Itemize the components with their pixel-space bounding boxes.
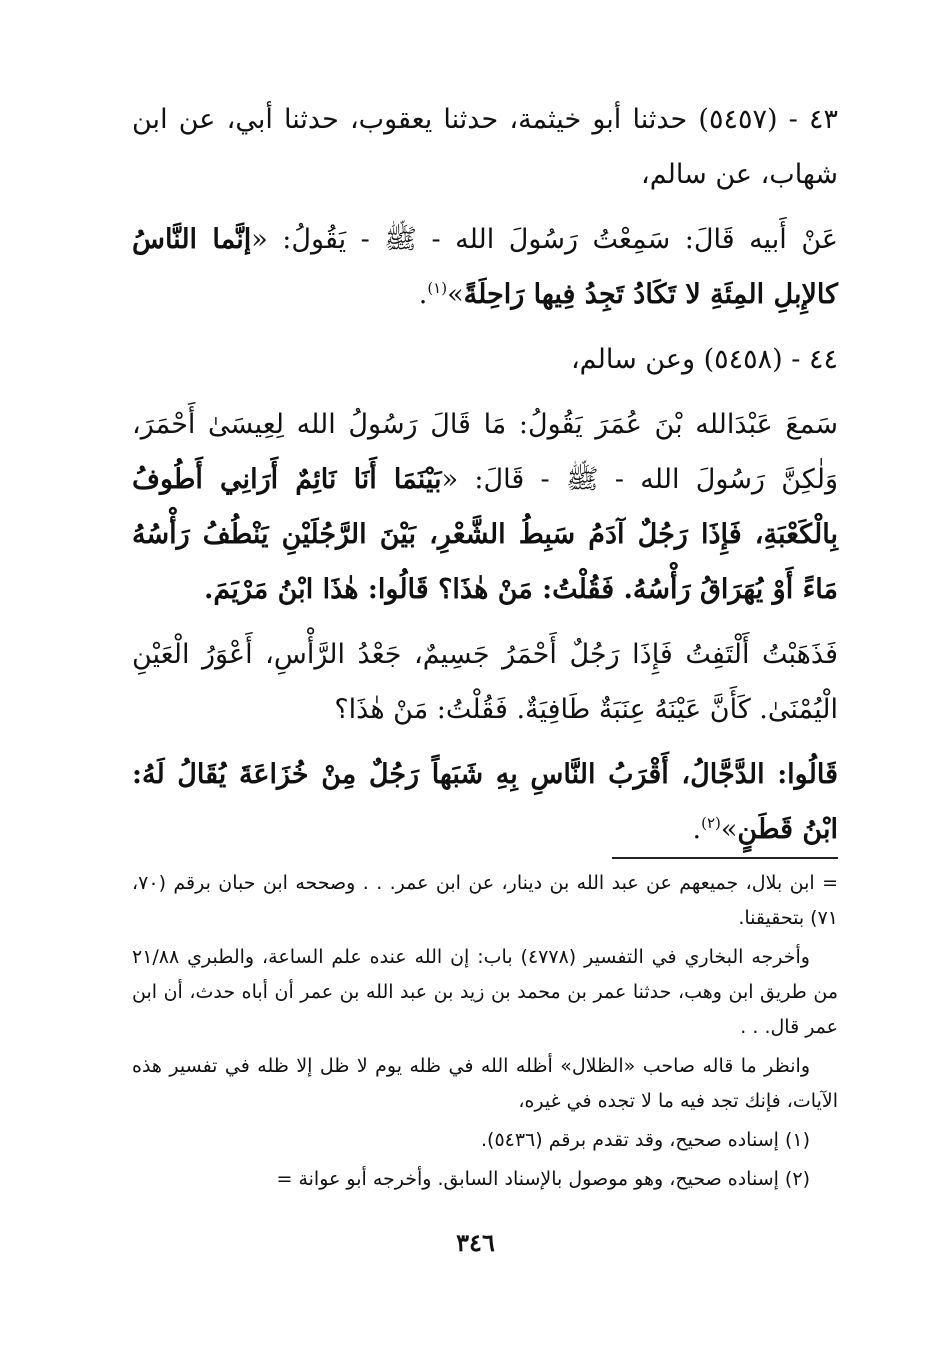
hadith-44-text-1: بَيْنَمَا أَنَا نَائِمٌ أَرَانِي أَطُوفُ بِالْكَعْبَةِ، فَإِذَا رَجُلٌ آدَمُ سَبِطُ الشَّعْرِ، بَيْنَ الرَّجُلَيْنِ يَنْطُفُ رَأْسُهُ مَاءً أَوْ يُهَرَاقُ رَأْسُهُ. فَقُلْتُ: مَنْ هٰذَا؟ قَالُوا: هٰذَا ابْنُ مَرْيَمَ. <box>132 464 838 605</box>
hadith-43-close-quote: » <box>447 279 464 310</box>
hadith-43-body <box>132 212 838 322</box>
hadith-43-chain-text: ٤٣ - (٥٤٥٧) حدثنا أبو خيثمة، حدثنا يعقوب، حدثنا أبي، عن ابن شهاب، عن سالم، <box>132 104 838 190</box>
footnote-continuation-2: وأخرجه البخاري في التفسير (٤٧٧٨) باب: إن الله عنده علم الساعة، والطبري ٢١/٨٨ من طريق ابن وهب، حدثنا عمر بن محمد بن زيد بن عبد الله بن عمر أن أباه حدث، أن ابن عمر قال. . . <box>132 946 838 1038</box>
footnote-continuation-1: = ابن بلال، جميعهم عن عبد الله بن دينار، عن ابن عمر. . . وصححه ابن حبان برقم (٧٠، ٧١) بتحقيقنا. <box>132 872 838 929</box>
hadith-44-chain-text: ٤٤ - (٥٤٥٨) وعن سالم، <box>570 344 838 375</box>
hadith-43-end: . <box>418 279 428 310</box>
hadith-44-intro: سَمعَ عَبْدَالله بْنَ عُمَرَ يَقُولُ: مَا قَالَ رَسُولُ الله لِعِيسَىٰ أَحْمَرَ، وَلٰكِنَّ رَسُولَ الله - ﷺ - قَالَ: « <box>132 409 839 495</box>
footnote-ref-1[interactable]: (١) <box>427 279 448 297</box>
hadith-44-paragraph-2 <box>132 627 838 737</box>
hadith-44-close-quote: » <box>720 814 738 845</box>
footnote-divider <box>612 857 838 859</box>
main-text <box>132 92 838 867</box>
hadith-44-text-3: قَالُوا: الدَّجَّالُ، أَقْرَبُ النَّاسِ بِهِ شَبَهاً رَجُلٌ مِنْ خُزَاعَةَ يُقَالُ لَهُ: ابْنُ قَطَنٍ <box>132 759 838 845</box>
footnote-ref-2[interactable]: (٢) <box>701 814 721 832</box>
hadith-44-chain <box>132 332 838 387</box>
hadith-44-text-2: فَذَهَبْتُ أَلْتَفِتُ فَإِذَا رَجُلٌ أَحْمَرُ جَسِيمٌ، جَعْدُ الرَّأْسِ، أَعْوَرُ الْعَيْنِ الْيُمْنَىٰ. كَأَنَّ عَيْنَهُ عِنَبَةٌ طَافِيَةٌ. فَقُلْتُ: مَنْ هٰذَا؟ <box>132 639 838 725</box>
hadith-44-end: . <box>692 814 702 845</box>
footnote-continuation-3: وانظر ما قاله صاحب «الظلال» أظله الله في ظله يوم لا ظل إلا ظله في تفسير هذه الآيات، فإنك تجد فيه ما لا تجده في غيره، <box>132 1055 838 1112</box>
hadith-43-intro: عَنْ أَبيه قَالَ: سَمِعْتُ رَسُولَ الله - ﷺ - يَقُولُ: « <box>251 224 838 255</box>
hadith-43-chain <box>132 92 838 202</box>
hadith-44-paragraph-1 <box>132 397 838 617</box>
hadith-44-paragraph-3 <box>132 747 838 857</box>
footnote-2: (٢) إسناده صحيح، وهو موصول بالإسناد السابق. وأخرجه أبو عوانة = <box>276 1168 810 1190</box>
footnote-1: (١) إسناده صحيح، وقد تقدم برقم (٥٤٣٦). <box>480 1129 810 1151</box>
footnotes <box>132 866 838 1201</box>
page-number: ٣٤٦ <box>456 1228 495 1257</box>
hadith-43-text: إنَّما النَّاسُ كالإِبلِ المِئَةِ لا تَكَادُ تَجِدُ فِيها رَاحِلَةً <box>132 224 838 310</box>
